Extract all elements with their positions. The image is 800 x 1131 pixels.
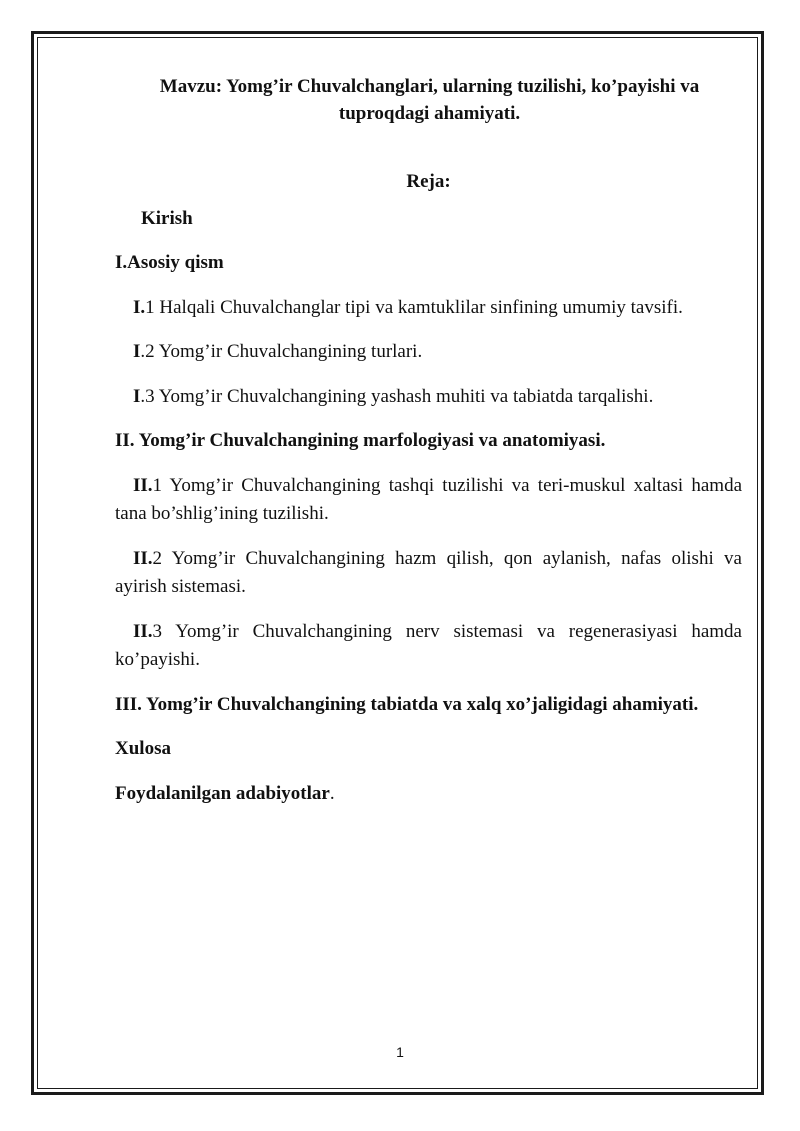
section-3-heading: III. Yomg’ir Chuvalchangining tabiatda va xalq xo’jaligidagi ahamiyati. bbox=[115, 693, 699, 715]
section-1-item-3 bbox=[115, 383, 742, 412]
item-number: II. bbox=[133, 620, 153, 642]
item-text: Yomg’ir Chuvalchangining yashash muhiti va tabiatda tarqalishi. bbox=[154, 385, 654, 407]
section-2-heading: II. Yomg’ir Chuvalchangining marfologiyasi va anatomiyasi. bbox=[115, 430, 606, 452]
section-2-item-2 bbox=[115, 545, 742, 602]
item-number: II. bbox=[133, 547, 153, 569]
item-number: II. bbox=[133, 474, 153, 496]
item-text: Yomg’ir Chuvalchangining hazm qilish, qon aylanish, nafas olishi va ayirish sistemasi. bbox=[115, 547, 742, 598]
section-1-item-1 bbox=[115, 294, 742, 323]
document-title: Mavzu: Yomg’ir Chuvalchanglari, ularning tuzilishi, ko’payishi va tuproqdagi ahamiyati. bbox=[159, 76, 700, 124]
references-label: Foydalanilgan adabiyotlar bbox=[115, 782, 330, 804]
conclusion-heading: Xulosa bbox=[115, 738, 171, 760]
references-heading bbox=[115, 780, 742, 809]
section-1-item-2 bbox=[115, 338, 742, 367]
item-number: I bbox=[133, 341, 141, 363]
item-number-suffix: 1 bbox=[152, 474, 163, 496]
plan-heading: Reja: bbox=[406, 171, 451, 193]
section-1-heading: I.Asosiy qism bbox=[115, 252, 224, 274]
item-number-suffix: .2 bbox=[140, 341, 155, 363]
page-number: 1 bbox=[396, 1044, 404, 1060]
intro-heading: Kirish bbox=[141, 207, 193, 229]
item-text: Yomg’ir Chuvalchangining turlari. bbox=[154, 341, 423, 363]
section-2-item-3 bbox=[115, 618, 742, 675]
document-content bbox=[115, 74, 742, 808]
references-suffix: . bbox=[329, 782, 335, 804]
item-number-suffix: 2 bbox=[152, 547, 163, 569]
item-number-suffix: 1 bbox=[145, 296, 155, 318]
item-number: I. bbox=[133, 296, 146, 318]
item-text: Yomg’ir Chuvalchangining nerv sistemasi va regenerasiyasi hamda ko’payishi. bbox=[115, 620, 742, 671]
item-number-suffix: .3 bbox=[140, 385, 155, 407]
item-text: Halqali Chuvalchanglar tipi va kamtuklilar sinfining umumiy tavsifi. bbox=[154, 296, 683, 318]
item-number: I bbox=[133, 385, 141, 407]
section-2-item-1 bbox=[115, 472, 742, 529]
item-number-suffix: 3 bbox=[152, 620, 163, 642]
item-text: Yomg’ir Chuvalchangining tashqi tuzilishi va teri-muskul xaltasi hamda tana bo’shlig’ining tuzilishi. bbox=[115, 474, 742, 525]
